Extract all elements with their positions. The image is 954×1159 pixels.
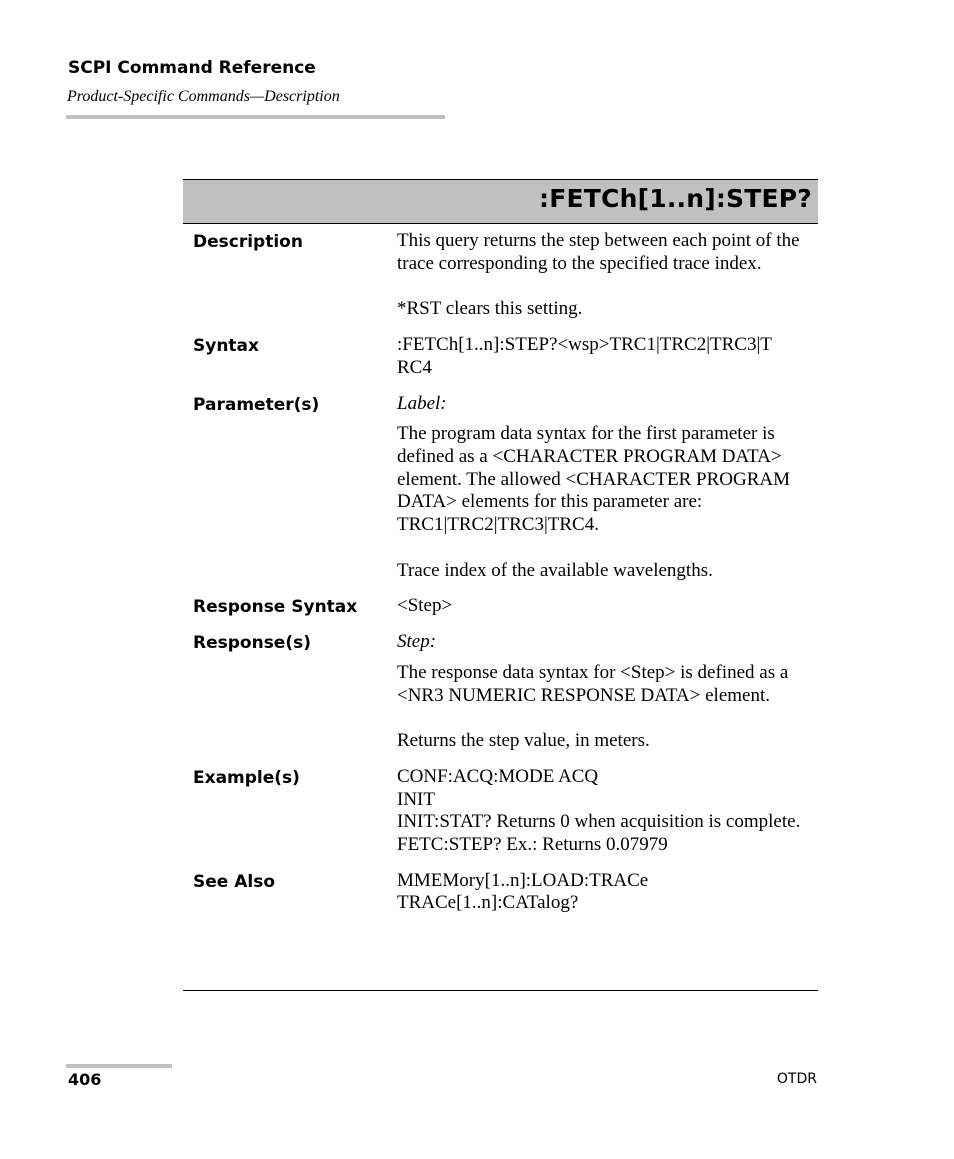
command-header — [183, 179, 818, 224]
table-bottom-rule — [183, 990, 818, 991]
example-line: FETC:STEP? Ex.: Returns 0.07979 — [397, 834, 668, 856]
response-note: Returns the step value, in meters. — [397, 730, 650, 752]
parameter-note: Trace index of the available wavelengths. — [397, 559, 713, 581]
command-name: :FETCh[1..n]:STEP? — [539, 184, 812, 213]
footer-divider — [66, 1064, 172, 1068]
examples-label: Example(s) — [193, 767, 300, 788]
responses-value — [397, 631, 817, 753]
response-syntax-text: <Step> — [397, 595, 453, 617]
see-also-value — [397, 870, 817, 915]
section-subtitle: Product-Specific Commands—Description — [67, 88, 340, 105]
example-line: CONF:ACQ:MODE ACQ — [397, 765, 599, 787]
response-name: Step: — [397, 631, 437, 653]
description-text: This query returns the step between each point of the trace corresponding to the specified trace index. — [397, 230, 800, 274]
see-also-label: See Also — [193, 871, 276, 892]
response-text: The response data syntax for <Step> is defined as a <NR3 NUMERIC RESPONSE DATA> element. — [397, 661, 789, 706]
parameter-text: The program data syntax for the first parameter is defined as a <CHARACTER PROGRAM DATA> element. The allowed <CHARACTER PROGRAM DATA> elements for this parameter are: TRC1|TRC2|TRC3|TRC4. — [397, 423, 790, 536]
description-note: *RST clears this setting. — [397, 298, 583, 320]
see-also-row — [183, 870, 818, 915]
see-also-link: MMEMory[1..n]:LOAD:TRACe — [397, 869, 649, 891]
description-label: Description — [193, 232, 303, 252]
syntax-value — [397, 334, 817, 379]
examples-value — [397, 766, 817, 857]
syntax-line: :FETCh[1..n]:STEP?<wsp>TRC1|TRC2|TRC3|T — [397, 334, 772, 356]
page-number: 406 — [68, 1070, 102, 1089]
product-name: OTDR — [776, 1071, 817, 1087]
example-line: INIT — [397, 788, 435, 810]
description-row — [183, 230, 818, 321]
parameter-name: Label: — [397, 392, 447, 414]
examples-row — [183, 766, 818, 857]
parameters-value — [397, 393, 817, 583]
see-also-link: TRACe[1..n]:CATalog? — [397, 892, 579, 914]
responses-row — [183, 631, 818, 753]
syntax-label: Syntax — [193, 336, 259, 357]
syntax-row — [183, 334, 818, 379]
command-block — [183, 179, 818, 915]
header-divider — [66, 115, 445, 119]
response-syntax-label: Response Syntax — [193, 597, 358, 618]
description-value — [397, 230, 817, 321]
example-line: INIT:STAT? Returns 0 when acquisition is complete. — [397, 811, 801, 833]
response-syntax-value — [397, 595, 817, 618]
response-syntax-row — [183, 595, 818, 618]
parameters-row — [183, 393, 818, 583]
section-title: SCPI Command Reference — [68, 58, 316, 78]
parameters-label: Parameter(s) — [193, 394, 320, 415]
responses-label: Response(s) — [193, 633, 311, 654]
syntax-line: RC4 — [397, 356, 432, 378]
